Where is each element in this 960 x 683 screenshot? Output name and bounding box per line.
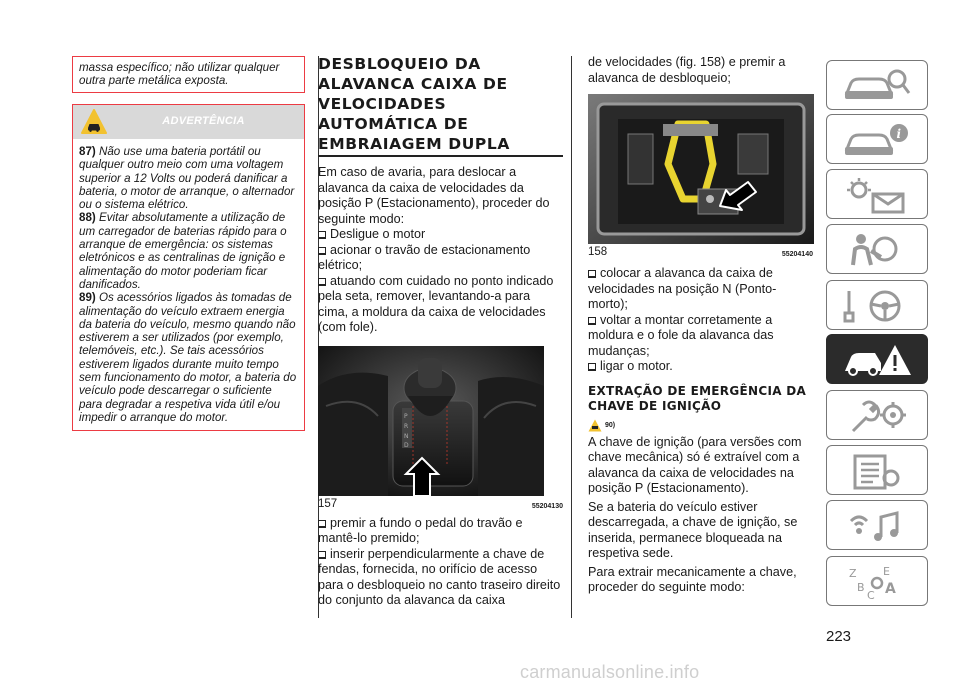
svg-text:N: N	[404, 432, 409, 440]
dashboard-lights-icon	[841, 176, 913, 214]
bullet-text: premir a fundo o pedal do travão e mantê-lo premido;	[318, 515, 523, 545]
continued-note-text: massa específico; não utilizar qualquer outra parte metálica exposta.	[79, 61, 280, 87]
bullet-square-icon	[588, 270, 596, 278]
bullet-item	[318, 516, 563, 547]
sidebar-tab-airbag[interactable]	[826, 224, 928, 274]
svg-text:D: D	[404, 441, 409, 449]
svg-text:E: E	[883, 565, 890, 578]
sidebar-tab-maintenance[interactable]	[826, 390, 928, 440]
svg-text:B: B	[857, 581, 865, 594]
subsection-heading: EXTRAÇÃO DE EMERGÊNCIA DA CHAVE DE IGNIÇÃO	[588, 383, 807, 413]
bullet-text: atuando com cuidado no ponto indicado pela seta, remover, levantando-a para cima, a moldura da caixa de velocidades (com fole).	[318, 273, 554, 334]
sidebar-tab-multimedia[interactable]	[826, 500, 928, 550]
car-search-icon	[841, 67, 913, 105]
sidebar-tab-car-search[interactable]	[826, 60, 928, 110]
multimedia-icon	[841, 507, 913, 545]
warning-item-number: 89)	[79, 291, 96, 305]
sidebar-tab-steering-wheel[interactable]	[826, 280, 928, 330]
svg-text:i: i	[896, 127, 902, 141]
watermark: carmanualsonline.info	[520, 662, 700, 682]
car-info-icon	[841, 121, 913, 159]
figure-caption	[318, 498, 563, 510]
sidebar-tab-car-info[interactable]	[826, 114, 928, 164]
figure-caption	[588, 246, 813, 258]
warning-header	[73, 105, 304, 139]
maintenance-icon	[841, 397, 913, 435]
gear-release-photo	[588, 94, 814, 244]
warning-item	[79, 145, 298, 211]
figure-code: 55204130	[531, 502, 563, 510]
bullet-item	[318, 547, 563, 609]
page-number: 223	[826, 628, 852, 645]
column-2	[318, 54, 563, 609]
warning-item-text: Evitar absolutamente a utilização de um carregador de baterias rápido para o arranque de emergência: os sistemas eletrónicos e as centralinas de ignição e alimentação do motor poderiam ficar danificados.	[79, 211, 287, 291]
paragraph: Para extrair mecanicamente a chave, proceder do seguinte modo:	[588, 564, 797, 594]
svg-text:A: A	[885, 581, 896, 597]
svg-text:Z: Z	[849, 567, 857, 580]
bullet-square-icon	[318, 278, 326, 286]
warning-title: ADVERTÊNCIA	[162, 115, 245, 127]
index-icon	[841, 563, 913, 601]
bullet-text: acionar o travão de estacionamento elétrico;	[318, 242, 531, 272]
warning-triangle-icon	[588, 419, 602, 432]
sidebar-tab-index[interactable]	[826, 556, 928, 606]
warning-reference	[588, 419, 813, 432]
bullet-square-icon	[318, 231, 326, 239]
warning-box	[72, 104, 305, 431]
intro-paragraph: Em caso de avaria, para deslocar a alavanca da caixa de velocidades da posição P (Estacionamento), proceder do seguinte modo:	[318, 165, 550, 226]
bullet-square-icon	[318, 247, 326, 255]
bullet-item	[588, 313, 813, 360]
svg-text:R: R	[404, 422, 409, 430]
bullet-square-icon	[588, 363, 596, 371]
sidebar-tab-dashboard-lights[interactable]	[826, 169, 928, 219]
figure-157	[318, 346, 563, 510]
continued-paragraph: de velocidades (fig. 158) e premir a alavanca de desbloqueio;	[588, 55, 786, 85]
figure-number: 158	[588, 246, 608, 258]
heading-underline	[318, 155, 563, 157]
figure-number: 157	[318, 497, 338, 510]
paragraph: Se a bateria do veículo estiver descarregada, a chave de ignição, se inserida, permanece bloqueada na respetiva sede.	[588, 499, 798, 560]
warning-item-text: Não use uma bateria portátil ou qualquer outro meio com uma voltagem superior a 12 Volts ou poderá danificar a bateria, o motor de arranque, o alternador ou o sistema elétrico.	[79, 145, 295, 212]
warning-item-number: 88)	[79, 211, 96, 225]
bullet-text: Desligue o motor	[330, 227, 426, 241]
specifications-icon	[841, 452, 913, 490]
svg-text:C: C	[867, 589, 875, 601]
bullet-text: ligar o motor.	[600, 359, 673, 373]
bullet-item	[318, 227, 563, 243]
continued-note-box	[72, 56, 305, 93]
warning-ref-number: 90)	[605, 421, 616, 429]
paragraph: A chave de ignição (para versões com chave mecânica) só é extraível com a alavanca da caixa de velocidades na posição P (Estacionamento).	[588, 434, 802, 495]
svg-text:P: P	[404, 412, 408, 420]
column-divider-2	[571, 56, 572, 618]
bullet-item	[318, 243, 563, 274]
figure-158	[588, 94, 813, 258]
bullet-item	[588, 266, 813, 313]
bullet-text: colocar a alavanca da caixa de velocidades na posição N (Ponto-morto);	[588, 266, 777, 311]
figure-code: 55204140	[781, 251, 813, 258]
warning-item	[79, 291, 298, 424]
bullet-square-icon	[318, 551, 326, 559]
sidebar-tab-specifications[interactable]	[826, 445, 928, 495]
gear-lever-photo	[318, 346, 544, 496]
column-3	[588, 55, 813, 596]
steering-wheel-icon	[841, 287, 913, 325]
sidebar-tab-emergency[interactable]	[826, 334, 928, 384]
warning-item-text: Os acessórios ligados às tomadas de alimentação do veículo extraem energia da bateria do veículo, mesmo quando não estiverem a ser utilizados (por exemplo, telemóveis, etc.). Se tais acessórios estiverem ligados durante muito tempo sem funcionamento do motor, a bateria do veículo pode descarregar o suficiente para degradar a respetiva vida útil e/ou impedir o arranque do motor.	[79, 291, 297, 424]
emergency-car-icon	[841, 341, 913, 379]
warning-item	[79, 211, 298, 291]
bullet-item	[588, 359, 813, 375]
column-1	[72, 56, 305, 431]
bullet-item	[318, 274, 563, 336]
section-heading: DESBLOQUEIO DA ALAVANCA CAIXA DE VELOCIDADES AUTOMÁTICA DE EMBRAIAGEM DUPLA	[318, 55, 510, 153]
warning-body	[73, 139, 304, 430]
warning-item-number: 87)	[79, 145, 96, 158]
bullet-text: inserir perpendicularmente a chave de fendas, fornecida, no orifício de acesso para o desbloqueio no canto traseiro direito do conjunto da alavanca da caixa	[318, 546, 561, 607]
bullet-square-icon	[318, 520, 326, 528]
airbag-icon	[841, 231, 913, 269]
bullet-square-icon	[588, 317, 596, 325]
bullet-text: voltar a montar corretamente a moldura e o fole da alavanca das mudanças;	[588, 312, 774, 358]
